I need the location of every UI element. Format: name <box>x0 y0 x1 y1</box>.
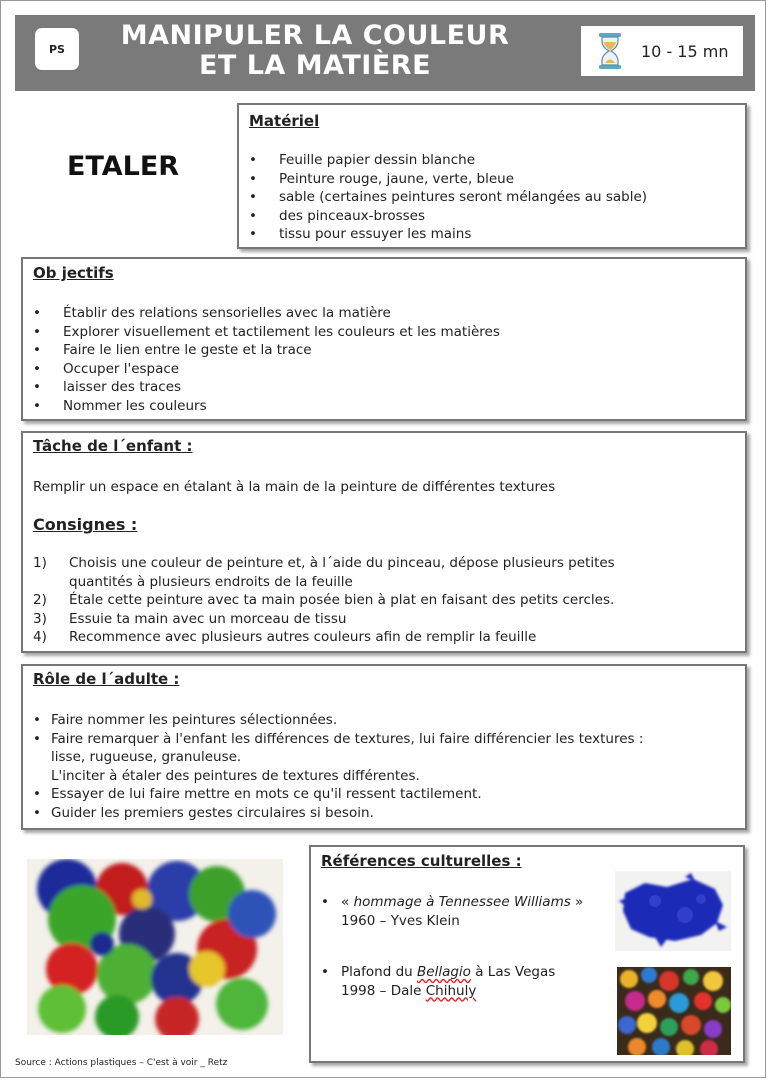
title-line-1: MANIPULER LA COULEUR <box>120 20 510 51</box>
materiel-box <box>237 103 747 249</box>
materiel-heading: Matériel <box>249 112 320 130</box>
list-item: • Nommer les couleurs <box>33 397 207 414</box>
reference-title: hommage à Tennessee Williams <box>353 894 571 910</box>
tache-heading: Tâche de l´enfant : <box>33 437 193 455</box>
role-heading: Rôle de l´adulte : <box>33 670 180 688</box>
hourglass-icon <box>597 32 623 70</box>
objectifs-heading: Ob jectifs <box>33 264 114 282</box>
list-item: • Faire nommer les peintures sélectionnées. <box>33 712 338 728</box>
reference-artist: Chihuly <box>425 982 477 999</box>
references-box <box>309 845 745 1063</box>
list-item: • Explorer visuellement et tactilement les couleurs et les matières <box>33 323 500 340</box>
list-item: • Guider les premiers gestes circulaires si besoin. <box>33 804 374 821</box>
list-item: • tissu pour essuyer les mains <box>249 226 472 242</box>
references-heading: Références culturelles : <box>321 852 522 870</box>
reference-klein: • « hommage à Tennessee Williams » 1960 – Yves Klein <box>321 894 584 929</box>
chihuly-artwork-image <box>617 967 731 1055</box>
list-item: • Feuille papier dessin blanche <box>249 152 476 168</box>
list-item-continuation: lisse, rugueuse, granuleuse. <box>51 749 242 765</box>
title-line-2: ET LA MATIÈRE <box>198 50 432 81</box>
tache-text: Remplir un espace en étalant à la main de la peinture de différentes textures <box>33 479 556 495</box>
page-title <box>95 21 535 81</box>
reference-place: Bellagio <box>417 964 471 980</box>
list-item: 4) Recommence avec plusieurs autres couleurs afin de remplir la feuille <box>33 629 537 645</box>
materiel-list <box>249 151 647 244</box>
list-item: 3) Essuie ta main avec un morceau de tissu <box>33 610 347 627</box>
objectifs-box <box>21 257 747 421</box>
list-item: 1) Choisis une couleur de peinture et, à l´aide du pinceau, dépose plusieurs petites <box>33 555 615 571</box>
consignes-heading: Consignes : <box>33 515 138 534</box>
objectifs-list <box>33 304 500 415</box>
list-item: 2) Étale cette peinture avec ta main posée bien à plat en faisant des petits cercles. <box>33 592 615 608</box>
list-item: • Faire remarquer à l'enfant les différences de textures, lui faire différencier les textures : <box>33 730 644 747</box>
tache-box <box>21 431 747 653</box>
role-box <box>21 664 747 830</box>
list-item: • Faire le lien entre le geste et la trace <box>33 342 312 358</box>
duration-box <box>581 26 743 76</box>
child-painting-image <box>27 859 283 1035</box>
consignes-list <box>33 554 615 647</box>
list-item: • Établir des relations sensorielles avec la matière <box>33 305 391 321</box>
activity-name: ETALER <box>67 151 180 182</box>
list-item: • des pinceaux-brosses <box>249 207 425 224</box>
list-item: • laisser des traces <box>33 379 182 395</box>
reference-chihuly: • Plafond du Bellagio à Las Vegas 1998 – Dale Chihuly <box>321 964 556 999</box>
header-bar <box>15 15 755 91</box>
source-note: Source : Actions plastiques – C'est à voir _ Retz <box>15 1058 228 1068</box>
duration-text: 10 - 15 mn <box>641 41 729 61</box>
level-badge: PS <box>35 28 79 70</box>
role-list <box>33 711 643 822</box>
list-item: • sable (certaines peintures seront mélangées au sable) <box>249 189 648 205</box>
list-item: • Essayer de lui faire mettre en mots ce qu'il ressent tactilement. <box>33 786 482 802</box>
list-item-continuation: L'inciter à étaler des peintures de textures différentes. <box>51 767 420 784</box>
list-item: • Occuper l'espace <box>33 360 180 377</box>
klein-artwork-image <box>615 871 731 951</box>
list-item: • Peinture rouge, jaune, verte, bleue <box>249 170 515 187</box>
list-item-continuation: quantités à plusieurs endroits de la feuille <box>69 573 353 590</box>
reference-details: 1960 – Yves Klein <box>341 912 460 929</box>
